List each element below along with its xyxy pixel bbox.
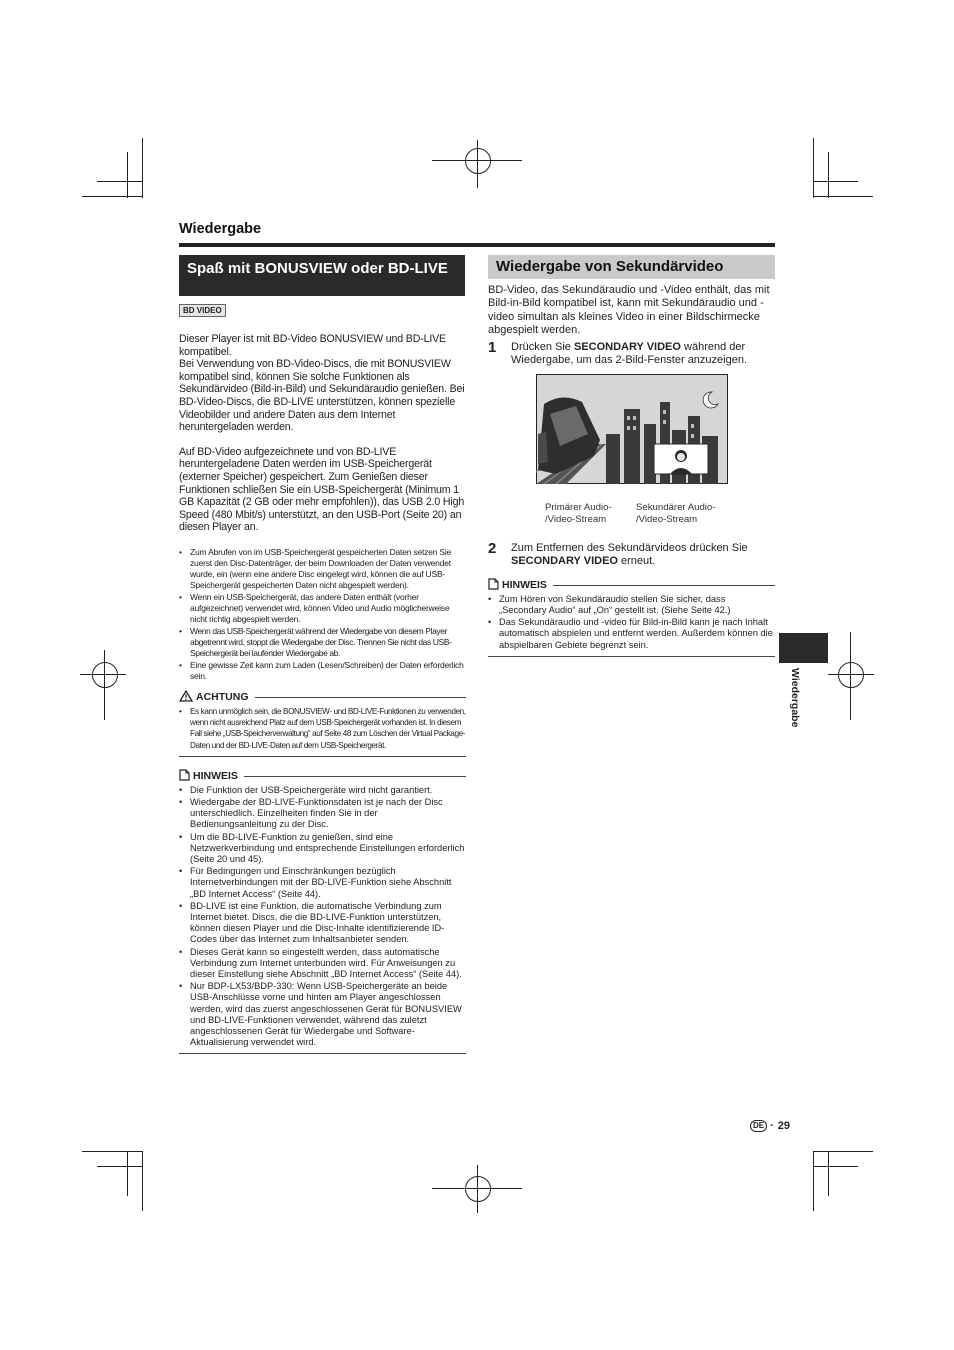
step-2: 2 Zum Entfernen des Sekundärvideos drücken Sie SECONDARY VIDEO erneut. <box>488 540 748 568</box>
step-1: 1 Drücken Sie SECONDARY VIDEO während der Wiedergabe, um das 2-Bild-Fenster anzuzeigen. <box>488 338 748 367</box>
header-rule <box>179 243 775 247</box>
language-badge: DE <box>750 1120 767 1132</box>
usb-bullet-list <box>179 547 466 682</box>
pip-illustration <box>536 374 728 484</box>
secondary-intro: BD-Video, das Sekundäraudio und -Video enthält, das mit Bild-in-Bild kompatibel ist, kann mit Sekundäraudio und -video simultan als kleines Video in einer Bildschirmecke abgespielt werden. <box>488 284 770 337</box>
right-body <box>488 284 775 367</box>
left-body <box>179 333 466 1054</box>
step-number: 2 <box>488 540 497 557</box>
left-heading: Spaß mit BONUSVIEW oder BD-LIVE <box>179 255 465 296</box>
secondary-video-key: SECONDARY VIDEO <box>573 340 681 353</box>
intro-paragraph: Dieser Player ist mit BD-Video BONUSVIEW und BD-LIVE kompatibel. Bei Verwendung von BD-Video-Discs, die mit BONUSVIEW kompatibel sind, können Sie solche Funktionen als Sekundärvideo (Bild-in-Bild) und Sekundäraudio genießen. Bei BD-Video-Discs, die BD-LIVE unterstützen, können spezielle Videobilder und andere Daten aus dem Internet heruntergeladen werden. <box>179 333 465 434</box>
warning-icon <box>179 690 193 705</box>
note-box <box>179 769 466 1055</box>
list-item: • Die Funktion der USB-Speichergeräte wird nicht garantiert. <box>179 785 466 796</box>
caption-primary: Primärer Audio- /Video-Stream <box>545 502 612 525</box>
caution-title: ACHTUNG <box>196 691 249 704</box>
list-item: • Um die BD-LIVE-Funktion zu genießen, sind eine Netzwerkverbindung und entsprechende Einstellungen erforderlich (Seite 20 und 45). <box>179 832 466 866</box>
caution-text: • Es kann unmöglich sein, die BONUSVIEW- und BD-LIVE-Funktionen zu verwenden, wenn nicht ausreichend Platz auf dem USB-Speichergerät vorhanden ist. In diesem Fall siehe „USB-Speicherverwaltung“ auf Seite 48 zum Löschen der Virtual Package-Daten und der BD-LIVE-Daten auf dem USB-Speichergerät. <box>179 706 466 751</box>
section-label: Wiedergabe <box>179 221 262 237</box>
storage-paragraph: Auf BD-Video aufgezeichnete und von BD-LIVE heruntergeladene Daten werden im USB-Speichergerät (externer Speicher) gespeichert. Zum Genießen dieser Funktionen schließen Sie ein USB-Speichergerät (Minimum 1 GB Kapazität (2 GB oder mehr empfohlen)), das USB 2.0 High Speed (480 Mbit/s) unterstützt, an den USB-Port (Seite 20) an diesen Player an. <box>179 445 465 534</box>
note-icon <box>488 578 499 593</box>
note-title: HINWEIS <box>193 770 238 783</box>
chapter-tab-label: Wiedergabe <box>789 668 801 728</box>
page-number: DE · 29 <box>750 1120 790 1132</box>
list-item: • Das Sekundäraudio und -video für Bild-in-Bild kann je nach Inhalt automatisch abspielen und entfernt werden. Außerdem können die abspielbaren Gebiete begrenzt sein. <box>488 617 775 651</box>
page-number-value: 29 <box>777 1120 791 1132</box>
caution-box <box>179 690 466 757</box>
list-item: • Zum Abrufen von im USB-Speichergerät gespeicherten Daten setzen Sie zuerst den Disc-Datenträger, der beim Downloaden der Daten verwendet wurde, ein (wenn eine andere Disc eingelegt wird, können die auf USB-Speichergerät gespeicherten Daten nicht abgespielt werden). <box>179 547 466 591</box>
right-heading: Wiedergabe von Sekundärvideo <box>488 255 775 279</box>
secondary-video-key: SECONDARY VIDEO <box>511 555 618 568</box>
note-icon <box>179 769 190 784</box>
list-item: • Dieses Gerät kann so eingestellt werden, dass automatische Verbindung zum Internet unterbunden wird. Für Anweisungen zu dieser Einstellung siehe Abschnitt „BD Internet Access“ (Seite 44). <box>179 947 466 981</box>
right-body-lower <box>488 542 775 657</box>
list-item: • Zum Hören von Sekundäraudio stellen Sie sicher, dass „Secondary Audio“ auf „On“ gestellt ist. (Siehe Seite 42.) <box>488 594 775 616</box>
note-title: HINWEIS <box>502 579 547 592</box>
caption-secondary: Sekundärer Audio- /Video-Stream <box>636 502 716 525</box>
list-item: • Eine gewisse Zeit kann zum Laden (Lesen/Schreiben) der Daten erforderlich sein. <box>179 660 466 682</box>
note-box-right <box>488 578 775 657</box>
list-item: • BD-LIVE ist eine Funktion, die automatische Verbindung zum Internet bietet. Discs, die die BD-LIVE-Funktion unterstützen, können diesen Player und die Disc-Inhalte identifizierende ID-Codes über das Internet zum Inhaltsanbieter senden. <box>179 901 466 946</box>
list-item: • Wenn das USB-Speichergerät während der Wiedergabe von diesem Player abgetrennt wird, stoppt die Wiedergabe der Disc. Trennen Sie nicht das USB-Speichergerät bei laufender Wiedergabe ab. <box>179 626 466 659</box>
list-item: • Wiedergabe der BD-LIVE-Funktionsdaten ist je nach der Disc unterschiedlich. Einzelheiten finden Sie in der Bedienungsanleitung zu der Disc. <box>179 797 466 831</box>
list-item: • Wenn ein USB-Speichergerät, das andere Daten enthält (vorher aufgezeichnet) verwendet wird, können Video und Audio möglicherweise nicht richtig abgespielt werden. <box>179 592 466 625</box>
bd-video-badge: BD VIDEO <box>179 304 226 317</box>
step-number: 1 <box>488 338 497 356</box>
list-item: • Nur BDP-LX53/BDP-330: Wenn USB-Speichergeräte an beide USB-Anschlüsse vorne und hinten am Player angeschlossen werden, wird das zuerst angeschlossenen Gerät für BONUSVIEW und BD-LIVE-Funktionen verwendet, während das zuletzt angeschlossenen Gerät für Wiedergabe und Software-Aktualisierung verwendet wird. <box>179 981 466 1048</box>
chapter-tab <box>779 633 828 663</box>
list-item: • Für Bedingungen und Einschränkungen bezüglich Internetverbindungen mit der BD-LIVE-Funktion siehe Abschnitt „BD Internet Access“ (Seite 44). <box>179 866 466 900</box>
